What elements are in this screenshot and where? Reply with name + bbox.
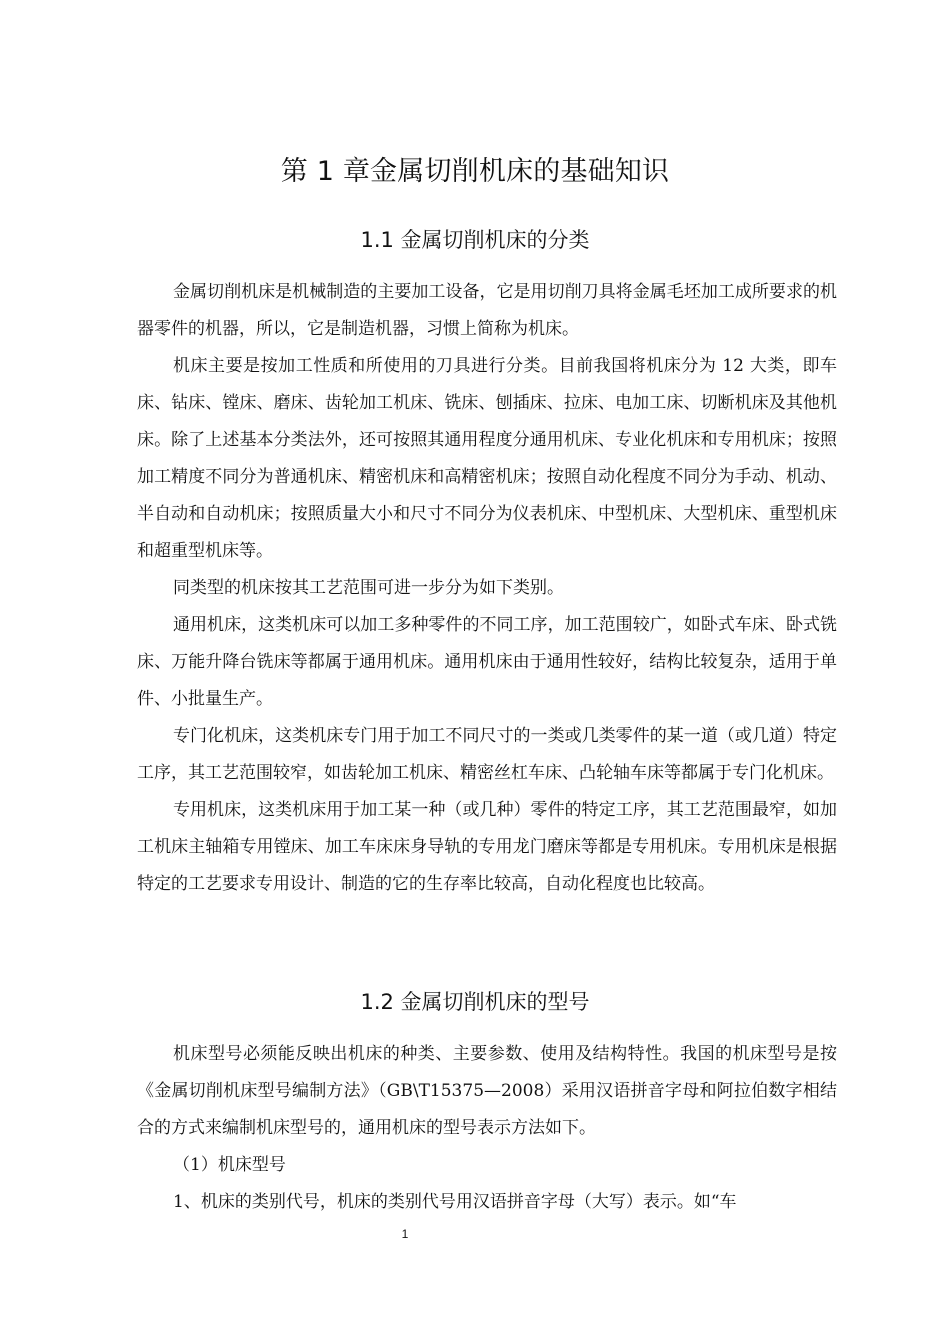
list-item: 1、机床的类别代号，机床的类别代号用汉语拼音字母（大写）表示。如“车: [173, 1192, 737, 1212]
paragraph: 机床主要是按加工性质和所使用的刀具进行分类。目前我国将机床分为 12 大类，即车床、钻床、镗床、磨床、齿轮加工机床、铣床、刨插床、拉床、电加工床、切断机床及其他机床。除了上述基本分类法外，还可按照其通用程度分通用机床、专业化机床和专用机床；按照加工精度不同分为普通机床、精密机床和高精密机床；按照自动化程度不同分为手动、机动、半自动和自动机床；按照质量大小和尺寸不同分为仪表机床、中型机床、大型机床、重型机床和超重型机床等。: [137, 356, 837, 561]
section-1-2-body: [137, 1036, 837, 1221]
chapter-title: 第 1 章金属切削机床的基础知识: [280, 156, 670, 187]
paragraph: 同类型的机床按其工艺范围可进一步分为如下类别。: [173, 578, 564, 598]
section-title-1-1: 1.1 金属切削机床的分类: [360, 228, 590, 252]
list-heading: （1）机床型号: [173, 1155, 286, 1175]
paragraph: 金属切削机床是机械制造的主要加工设备，它是用切削刀具将金属毛坯加工成所要求的机器零件的机器，所以，它是制造机器，习惯上简称为机床。: [137, 282, 837, 339]
paragraph: 机床型号必须能反映出机床的种类、主要参数、使用及结构特性。我国的机床型号是按《金属切削机床型号编制方法》（GB\T15375—2008）采用汉语拼音字母和阿拉伯数字相结合的方式来编制机床型号的，通用机床的型号表示方法如下。: [137, 1044, 837, 1138]
section-1-1-body: [137, 274, 837, 903]
paragraph: 专门化机床，这类机床专门用于加工不同尺寸的一类或几类零件的某一道（或几道）特定工序，其工艺范围较窄，如齿轮加工机床、精密丝杠车床、凸轮轴车床等都属于专门化机床。: [137, 726, 837, 783]
paragraph: 通用机床，这类机床可以加工多种零件的不同工序，加工范围较广，如卧式车床、卧式铣床、万能升降台铣床等都属于通用机床。通用机床由于通用性较好，结构比较复杂，适用于单件、小批量生产。: [137, 615, 837, 709]
page-number: 1: [401, 1227, 409, 1241]
section-title-1-2: 1.2 金属切削机床的型号: [360, 990, 590, 1014]
paragraph: 专用机床，这类机床用于加工某一种（或几种）零件的特定工序，其工艺范围最窄，如加工机床主轴箱专用镗床、加工车床床身导轨的专用龙门磨床等都是专用机床。专用机床是根据特定的工艺要求专用设计、制造的它的生存率比较高，自动化程度也比较高。: [137, 800, 837, 894]
